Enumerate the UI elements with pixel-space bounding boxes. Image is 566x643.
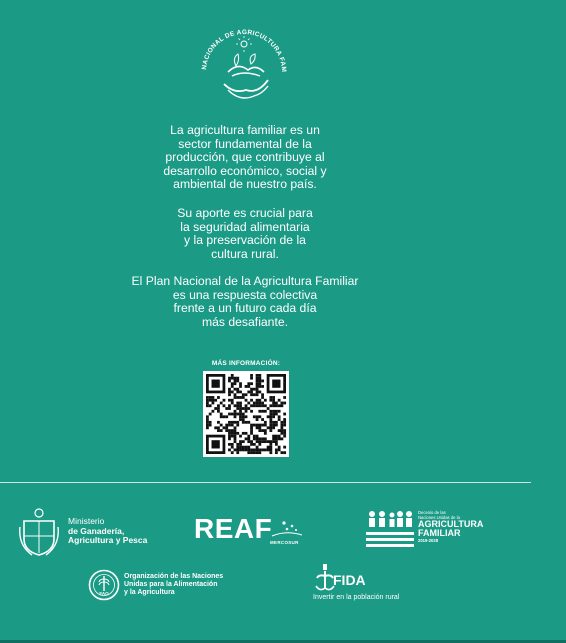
decenio-text xyxy=(418,510,498,544)
qr-code[interactable] xyxy=(203,371,289,457)
text-line: sector fundamental de la xyxy=(178,136,312,151)
fida-tagline: Invertir en la población rural xyxy=(313,594,400,601)
text-line: producción, que contribuye al xyxy=(165,150,325,165)
mgap-line: Agricultura y Pesca xyxy=(68,535,148,545)
fao-emblem-icon xyxy=(88,569,120,601)
decenio-line: 2019-2028 xyxy=(418,538,439,543)
decenio-line: FAMILIAR xyxy=(418,528,461,538)
fao-line: y la Agricultura xyxy=(124,589,175,596)
fao-name xyxy=(124,573,244,597)
plan-nacional-logo xyxy=(188,14,300,114)
footer-divider xyxy=(0,482,531,483)
text-line: Su aporte es crucial para xyxy=(177,206,313,220)
decenio-family-icon xyxy=(366,510,414,548)
mercosur-label: MERCOSUR xyxy=(270,540,299,545)
text-line: La agricultura familiar es un xyxy=(170,123,320,137)
text-line: cultura rural. xyxy=(211,246,279,261)
svg-text:FAO: FAO xyxy=(99,591,109,596)
text-line: El Plan Nacional de la Agricultura Familiar xyxy=(131,274,359,288)
fao-line: Organización de las Naciones xyxy=(124,573,224,580)
fao-line: Unidas para la Alimentación xyxy=(124,581,218,588)
mgap-name xyxy=(68,517,178,546)
qr-code-icon xyxy=(203,371,289,457)
text-line: la seguridad alimentaria xyxy=(180,219,310,234)
contribution-paragraph xyxy=(100,207,390,261)
decenio-line: Decenio de las xyxy=(418,510,446,515)
text-line: desarrollo económico, social y xyxy=(163,163,327,178)
plan-emblem-icon xyxy=(188,14,300,114)
mercosur-stars-icon xyxy=(270,520,304,538)
plan-arc-text: NACIONAL DE AGRICULTURA FAM xyxy=(201,28,288,73)
more-info-label: MÁS INFORMACIÓN: xyxy=(211,360,281,367)
text-line: y la preservación de la xyxy=(184,233,306,248)
text-line: frente a un futuro cada día xyxy=(173,301,317,316)
mgap-line: de Ganadería, xyxy=(68,525,125,536)
text-line: ambiental de nuestro país. xyxy=(173,177,317,192)
plan-paragraph xyxy=(100,275,390,329)
decenio-line: AGRICULTURA xyxy=(418,519,484,529)
fida-name: FIDA xyxy=(333,572,366,588)
uruguay-coat-of-arms-icon xyxy=(18,505,60,557)
decenio-line: Naciones Unidas de la xyxy=(418,515,460,520)
reaf-logo-text: REAF xyxy=(194,513,273,544)
text-line: es una respuesta colectiva xyxy=(172,287,318,302)
mgap-line: Ministerio xyxy=(68,516,105,526)
text-line: más desafiante. xyxy=(201,314,289,329)
intro-paragraph xyxy=(100,124,390,192)
